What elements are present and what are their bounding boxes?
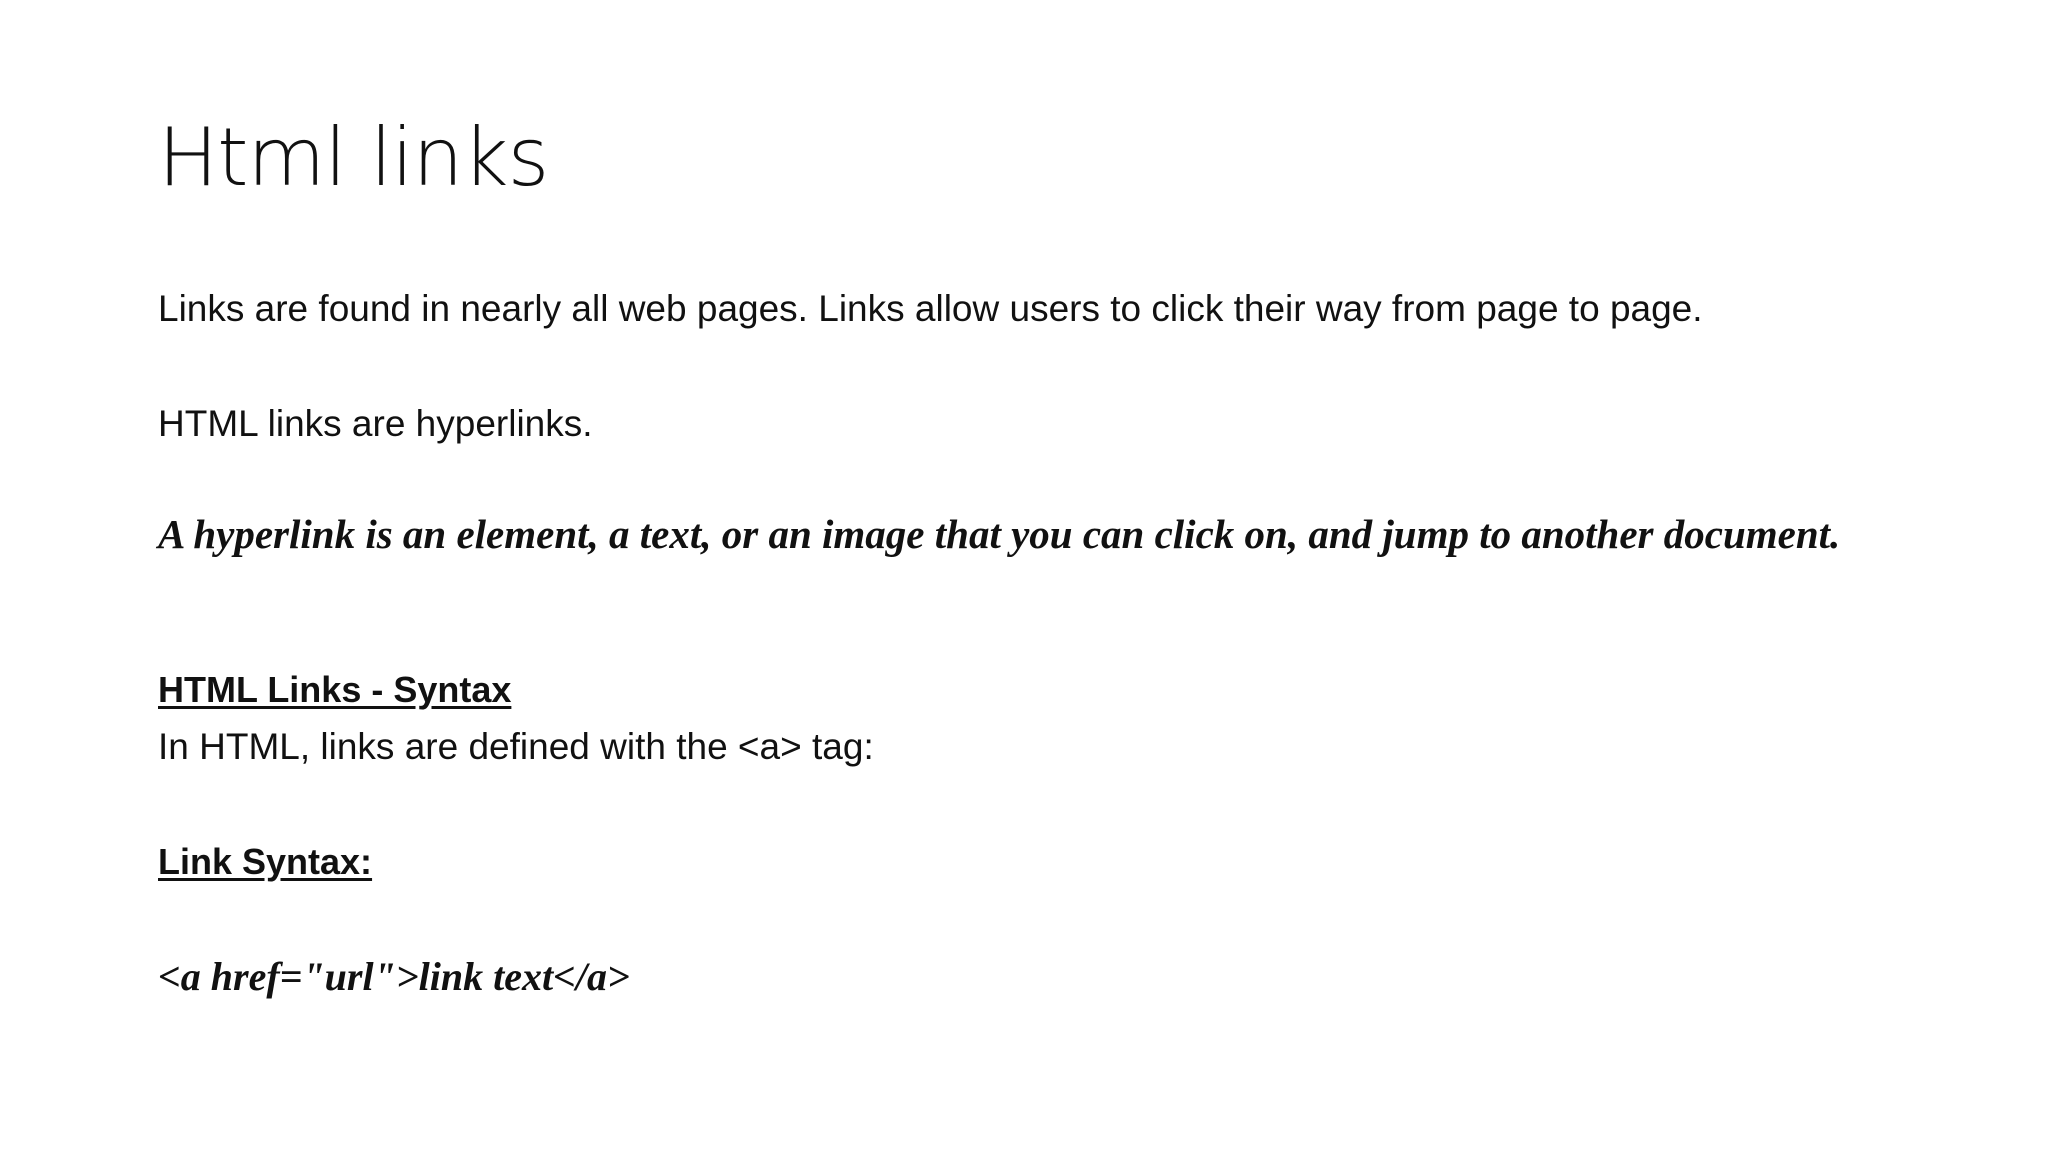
link-syntax-heading: Link Syntax: bbox=[158, 841, 373, 882]
code-example: <a href="url">link text</a> bbox=[158, 954, 630, 999]
intro-paragraph: Links are found in nearly all web pages. Links allow users to click their way from page to page. bbox=[158, 288, 1703, 329]
slide-title: Html links bbox=[158, 111, 549, 204]
syntax-heading: HTML Links - Syntax bbox=[158, 669, 512, 710]
hyperlink-definition: A hyperlink is an element, a text, or an image that you can click on, and jump to another document. bbox=[158, 511, 1841, 557]
syntax-intro-paragraph: In HTML, links are defined with the <a> tag: bbox=[158, 726, 874, 767]
hyperlinks-paragraph: HTML links are hyperlinks. bbox=[158, 403, 593, 444]
